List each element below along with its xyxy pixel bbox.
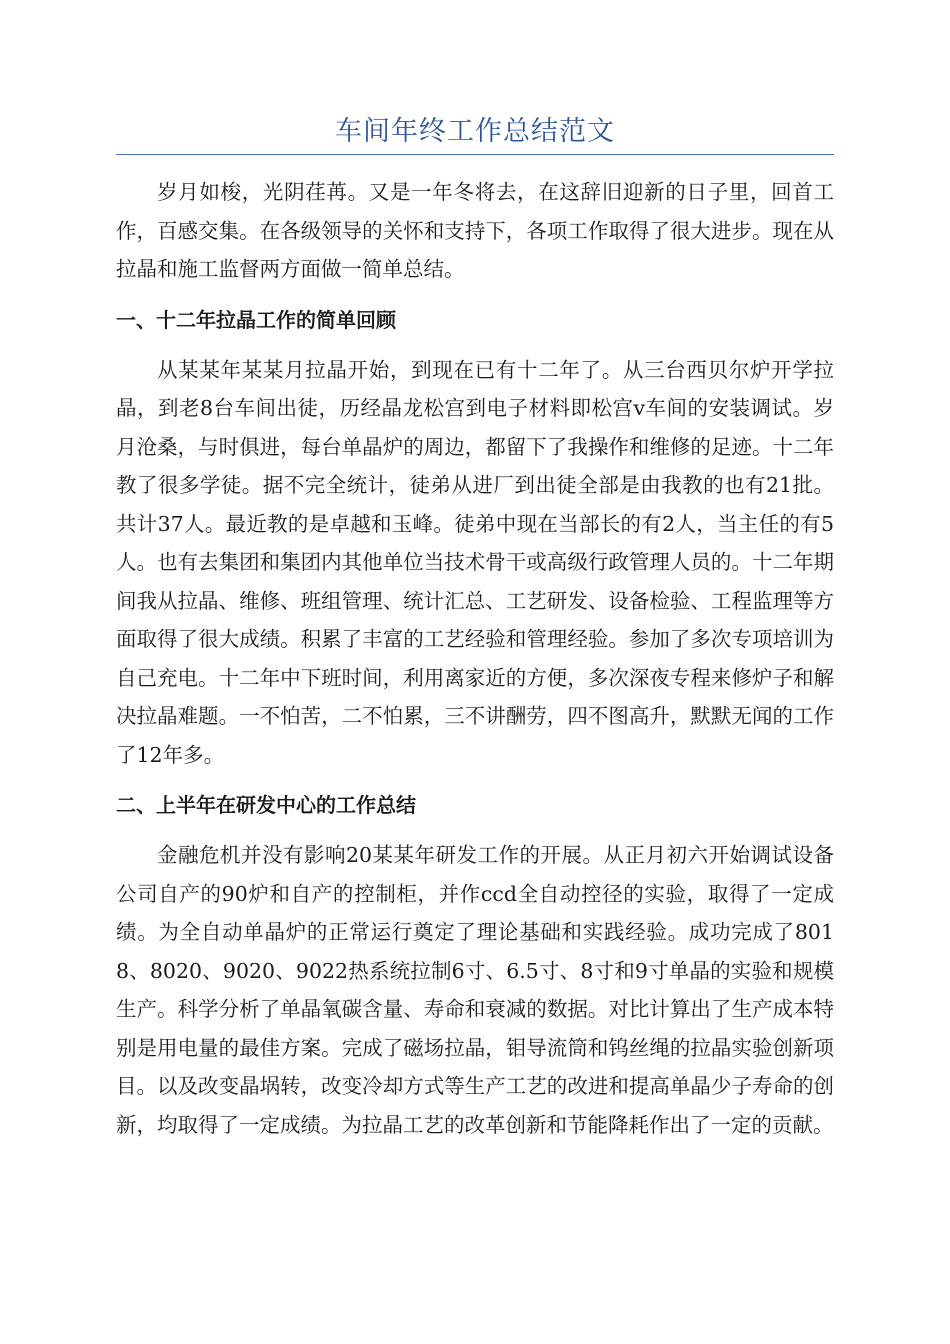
section-1-paragraph: 从某某年某某月拉晶开始，到现在已有十二年了。从三台西贝尔炉开学拉晶，到老8台车间出徒，历经晶龙松宫到电子材料即松宫v车间的安装调试。岁月沧桑，与时俱进，每台单晶炉的周边，都留下了我操作和维修的足迹。十二年教了很多学徒。据不完全统计，徒弟从进厂到出徒全部是由我教的也有21批。共计37人。最近教的是卓越和玉峰。徒弟中现在当部长的有2人，当主任的有5人。也有去集团和集团内其他单位当技术骨干或高级行政管理人员的。十二年期间我从拉晶、维修、班组管理、统计汇总、工艺研发、设备检验、工程监理等方面取得了很大成绩。积累了丰富的工艺经验和管理经验。参加了多次专项培训为自己充电。十二年中下班时间，利用离家近的方便，多次深夜专程来修炉子和解决拉晶难题。一不怕苦，二不怕累，三不讲酬劳，四不图高升，默默无闻的工作了12年多。 — [116, 357, 834, 767]
section-2-heading: 二、上半年在研发中心的工作总结 — [116, 793, 416, 817]
section-2-paragraph: 金融危机并没有影响20某某年研发工作的开展。从正月初六开始调试设备公司自产的90炉和自产的控制柜，并作ccd全自动控径的实验，取得了一定成绩。为全自动单晶炉的正常运行奠定了理论基础和实践经验。成功完成了8018、8020、9020、9022热系统拉制6寸、6.5寸、8寸和9寸单晶的实验和规模生产。科学分析了单晶氧碳含量、寿命和衰减的数据。对比计算出了生产成本特别是用电量的最佳方案。完成了磁场拉晶，钼导流筒和钨丝绳的拉晶实验创新项目。以及改变晶埚转，改变冷却方式等生产工艺的改进和提高单晶少子寿命的创新，均取得了一定成绩。为拉晶工艺的改革创新和节能降耗作出了一定的贡献。 — [116, 843, 834, 1137]
document-title: 车间年终工作总结范文 — [335, 116, 615, 147]
intro-paragraph: 岁月如梭，光阴荏苒。又是一年冬将去，在这辞旧迎新的日子里，回首工作，百感交集。在各级领导的关怀和支持下，各项工作取得了很大进步。现在从拉晶和施工监督两方面做一简单总结。 — [116, 180, 834, 281]
title-underline — [116, 154, 834, 155]
document-body — [116, 173, 834, 1144]
section-1-heading: 一、十二年拉晶工作的简单回顾 — [116, 307, 396, 332]
